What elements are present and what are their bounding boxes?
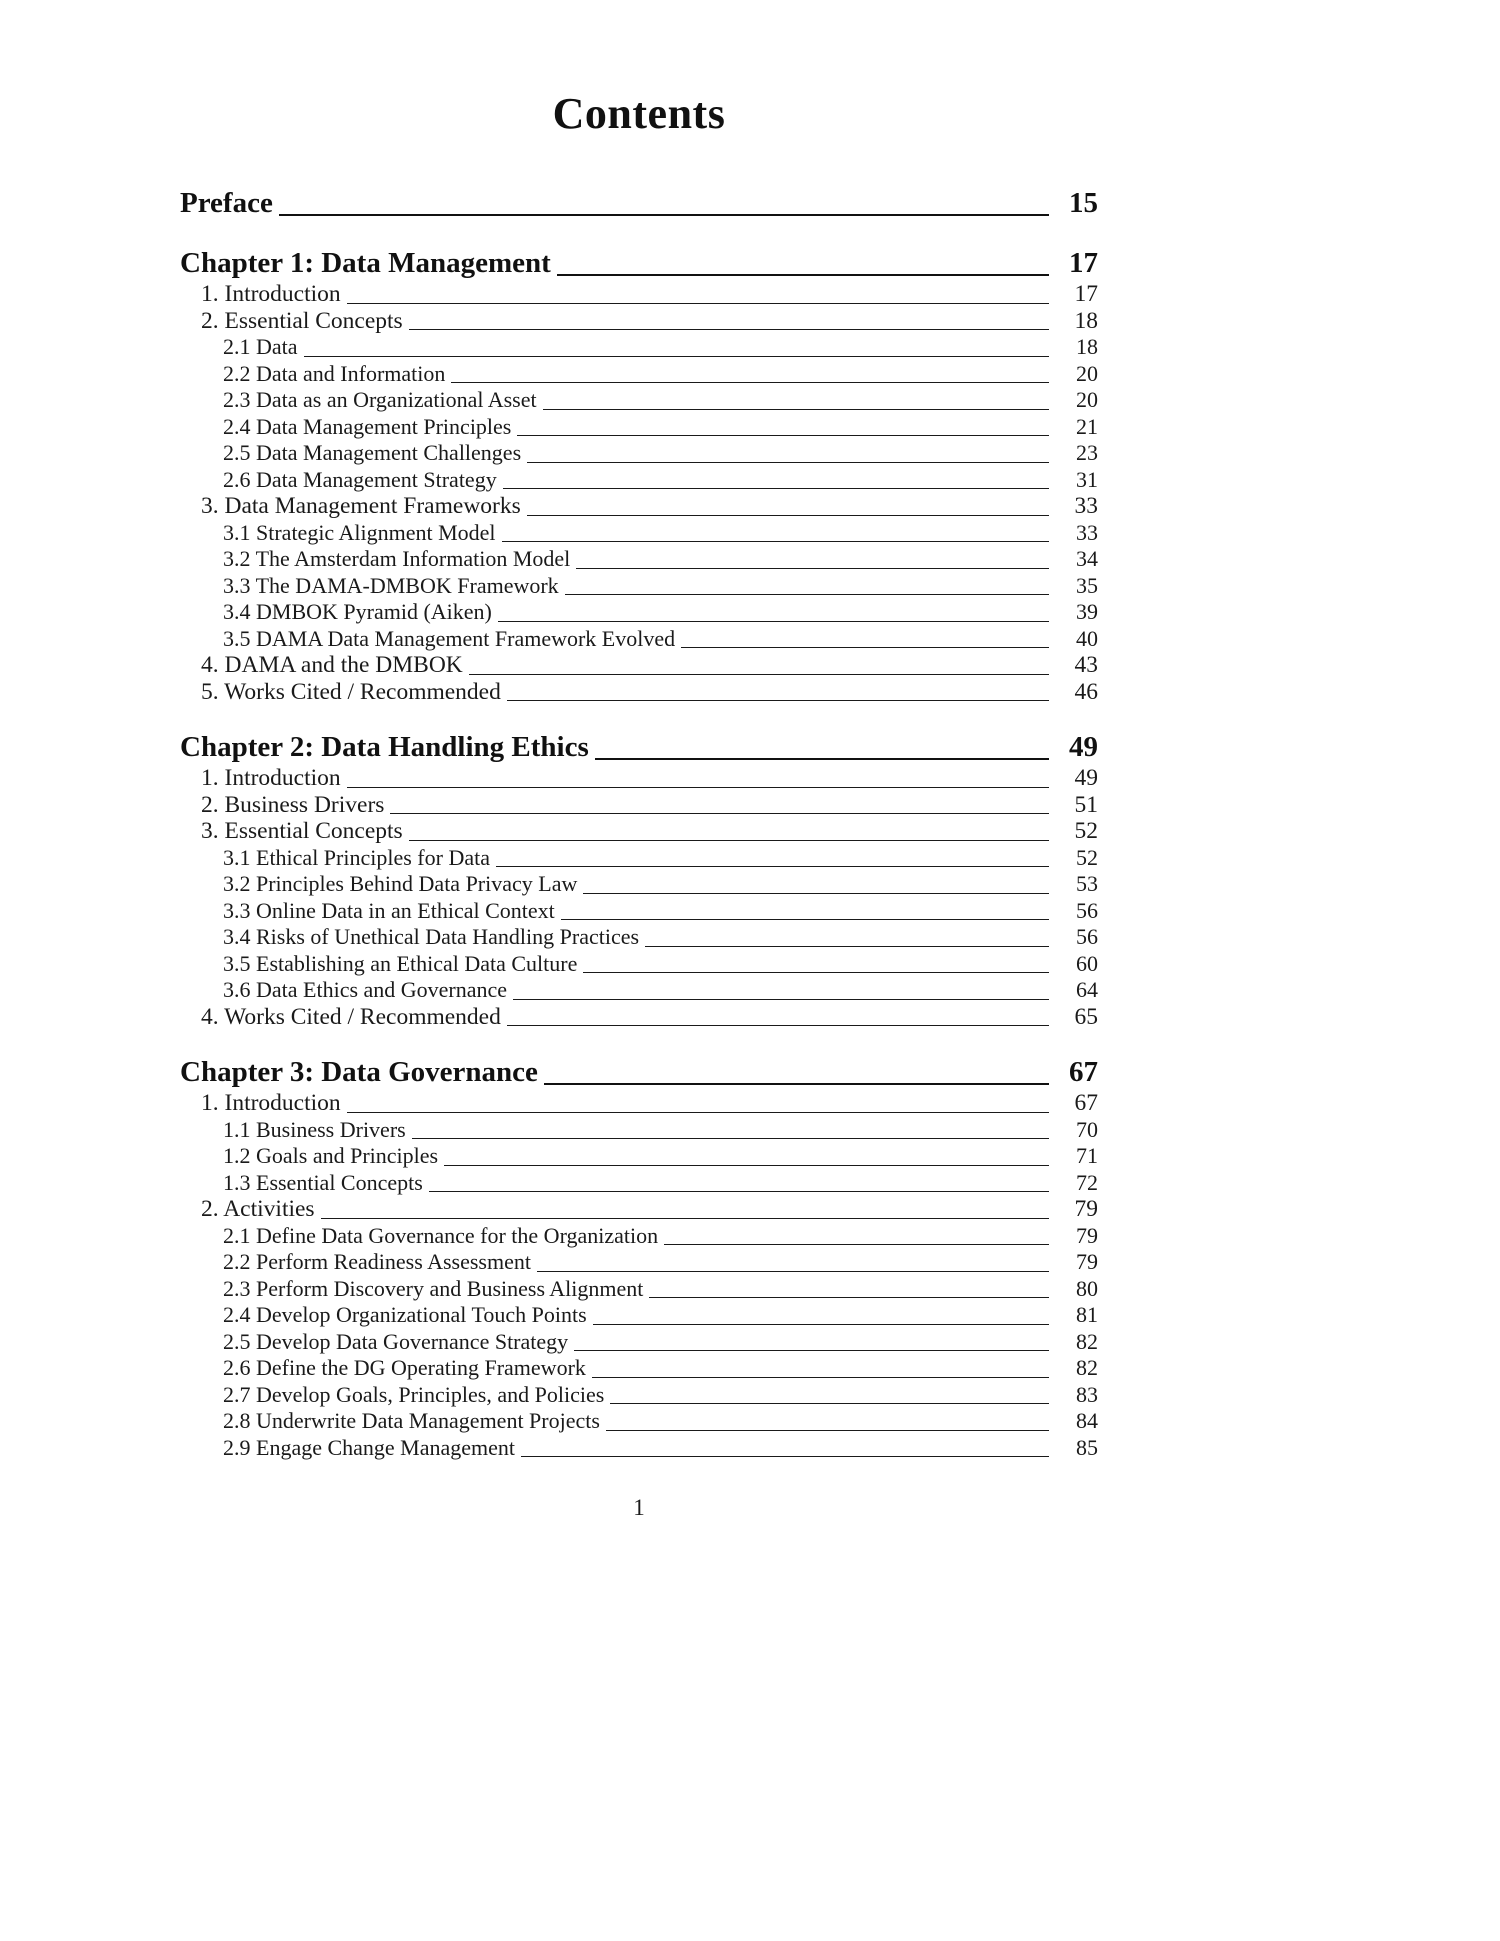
toc-leader-line bbox=[527, 462, 1049, 463]
toc-leader-line bbox=[347, 303, 1049, 304]
toc-entry-label: 1. Introduction bbox=[201, 1090, 341, 1116]
toc-entry bbox=[180, 898, 1098, 925]
toc-entry-page: 20 bbox=[1076, 387, 1098, 412]
toc-leader-line bbox=[412, 1138, 1049, 1139]
toc-entry-label: 3.2 Principles Behind Data Privacy Law bbox=[223, 871, 578, 896]
toc-entry bbox=[180, 599, 1098, 626]
toc-entry-label: 5. Works Cited / Recommended bbox=[201, 678, 501, 705]
toc-entry-label: 1. Introduction bbox=[201, 281, 341, 307]
toc-leader-line bbox=[444, 1165, 1049, 1166]
toc-leader-line bbox=[583, 893, 1049, 894]
toc-leader-line bbox=[544, 1083, 1049, 1085]
toc-entry-page: 31 bbox=[1076, 466, 1098, 492]
toc-entry bbox=[180, 1143, 1098, 1170]
toc-leader-line bbox=[521, 1456, 1049, 1457]
toc-entry-page: 18 bbox=[1074, 307, 1098, 334]
toc-leader-line bbox=[527, 515, 1049, 516]
toc-entry bbox=[180, 414, 1098, 441]
toc-entry bbox=[180, 440, 1098, 467]
toc-leader-line bbox=[537, 1271, 1049, 1272]
toc-leader-line bbox=[664, 1244, 1049, 1245]
toc-entry-page: 40 bbox=[1076, 625, 1098, 651]
toc-leader-line bbox=[610, 1403, 1049, 1404]
toc-entry-page: 20 bbox=[1076, 360, 1098, 386]
toc-entry bbox=[180, 765, 1098, 792]
toc-entry-label: 2.8 Underwrite Data Management Projects bbox=[223, 1408, 600, 1433]
toc-entry bbox=[180, 1435, 1098, 1462]
toc-entry-label: 3.1 Ethical Principles for Data bbox=[223, 844, 490, 870]
toc-entry-page: 85 bbox=[1076, 1434, 1098, 1460]
toc-entry-page: 49 bbox=[1074, 765, 1098, 791]
toc-entry bbox=[180, 845, 1098, 872]
toc-leader-line bbox=[304, 356, 1049, 357]
toc-entry-page: 80 bbox=[1076, 1275, 1098, 1301]
toc-section-heading bbox=[180, 1054, 1098, 1090]
toc-entry-label: Preface bbox=[180, 187, 273, 219]
toc-leader-line bbox=[645, 946, 1049, 947]
toc-entry-page: 33 bbox=[1074, 493, 1098, 519]
toc-entry-label: 2.2 Data and Information bbox=[223, 360, 446, 386]
toc-entry-page: 52 bbox=[1074, 818, 1098, 844]
toc-entry bbox=[180, 792, 1098, 819]
footer-page-number: 1 bbox=[633, 1495, 645, 1520]
toc-leader-line bbox=[593, 1324, 1049, 1325]
toc-entry-page: 79 bbox=[1076, 1222, 1098, 1248]
toc-section-heading bbox=[180, 185, 1098, 221]
toc-entry-label: Chapter 3: Data Governance bbox=[180, 1056, 538, 1088]
toc-entry bbox=[180, 679, 1098, 706]
toc-leader-line bbox=[513, 999, 1049, 1000]
toc-entry-label: 3. Essential Concepts bbox=[201, 818, 403, 844]
toc-entry-page: 34 bbox=[1076, 546, 1098, 571]
toc-entry-page: 72 bbox=[1076, 1169, 1098, 1195]
toc-entry bbox=[180, 951, 1098, 978]
toc-leader-line bbox=[507, 700, 1049, 701]
toc-leader-line bbox=[543, 409, 1049, 410]
toc-leader-line bbox=[595, 758, 1049, 760]
toc-leader-line bbox=[606, 1430, 1049, 1431]
toc-entry-page: 67 bbox=[1069, 1056, 1098, 1088]
toc-entry-label: 2.1 Define Data Governance for the Organization bbox=[223, 1222, 659, 1248]
toc-entry-page: 64 bbox=[1076, 977, 1098, 1002]
toc-entry-page: 35 bbox=[1076, 572, 1098, 598]
toc-entry-label: Chapter 1: Data Management bbox=[180, 247, 551, 279]
toc-leader-line bbox=[583, 972, 1049, 973]
toc-entry-page: 84 bbox=[1076, 1408, 1098, 1433]
toc-entry bbox=[180, 281, 1098, 308]
toc-entry-page: 46 bbox=[1074, 678, 1098, 705]
toc-entry bbox=[180, 1302, 1098, 1329]
toc-entry-page: 23 bbox=[1076, 440, 1098, 465]
toc-entry-label: 3.6 Data Ethics and Governance bbox=[223, 977, 508, 1002]
toc-leader-line bbox=[409, 840, 1049, 841]
toc-leader-line bbox=[498, 621, 1049, 622]
toc-entry-label: 3.1 Strategic Alignment Model bbox=[223, 519, 496, 545]
toc-entry bbox=[180, 520, 1098, 547]
toc-entry-label: 3. Data Management Frameworks bbox=[201, 493, 521, 519]
toc-entry bbox=[180, 1196, 1098, 1223]
toc-entry-page: 67 bbox=[1074, 1090, 1098, 1116]
toc-content bbox=[180, 88, 1098, 1521]
toc-entry-page: 81 bbox=[1076, 1302, 1098, 1327]
page-title: Contents bbox=[552, 89, 726, 138]
toc-entry-page: 15 bbox=[1069, 187, 1098, 219]
toc-entry-page: 79 bbox=[1074, 1196, 1098, 1222]
toc-entry-page: 18 bbox=[1076, 334, 1098, 359]
toc-entry bbox=[180, 308, 1098, 335]
toc-entry-label: 2.2 Perform Readiness Assessment bbox=[223, 1249, 531, 1274]
toc-leader-line bbox=[321, 1218, 1049, 1219]
toc-entry bbox=[180, 1170, 1098, 1197]
toc-entry-page: 70 bbox=[1076, 1116, 1098, 1142]
toc-entry bbox=[180, 387, 1098, 414]
toc-entry bbox=[180, 573, 1098, 600]
toc-entry-label: 1.3 Essential Concepts bbox=[223, 1169, 423, 1195]
toc-entry-label: 4. DAMA and the DMBOK bbox=[201, 652, 463, 678]
toc-entry bbox=[180, 977, 1098, 1004]
toc-entry-page: 71 bbox=[1076, 1143, 1098, 1168]
toc-leader-line bbox=[390, 813, 1049, 814]
toc-entry-page: 33 bbox=[1076, 519, 1098, 545]
toc-entry-label: 4. Works Cited / Recommended bbox=[201, 1003, 501, 1030]
toc-leader-line bbox=[517, 435, 1049, 436]
toc-entry bbox=[180, 1276, 1098, 1303]
toc-entry bbox=[180, 818, 1098, 845]
toc-entry bbox=[180, 871, 1098, 898]
toc-entry bbox=[180, 467, 1098, 494]
toc-entry bbox=[180, 924, 1098, 951]
toc-entry-page: 17 bbox=[1074, 281, 1098, 307]
toc-entry-label: 2.6 Data Management Strategy bbox=[223, 466, 497, 492]
toc-entry bbox=[180, 1408, 1098, 1435]
toc-entry-page: 82 bbox=[1076, 1328, 1098, 1354]
toc-entry bbox=[180, 334, 1098, 361]
toc-leader-line bbox=[649, 1297, 1049, 1298]
toc-leader-line bbox=[592, 1377, 1049, 1378]
toc-list bbox=[180, 185, 1098, 1461]
toc-entry-label: 2.6 Define the DG Operating Framework bbox=[223, 1355, 586, 1380]
toc-leader-line bbox=[451, 382, 1049, 383]
toc-leader-line bbox=[502, 541, 1049, 542]
toc-entry bbox=[180, 626, 1098, 653]
toc-entry-page: 53 bbox=[1076, 871, 1098, 896]
toc-entry-page: 82 bbox=[1076, 1355, 1098, 1380]
toc-section-heading bbox=[180, 729, 1098, 765]
toc-entry-page: 56 bbox=[1076, 897, 1098, 923]
toc-leader-line bbox=[279, 214, 1049, 216]
toc-entry-label: Chapter 2: Data Handling Ethics bbox=[180, 731, 589, 763]
toc-entry-label: 2. Essential Concepts bbox=[201, 307, 403, 334]
toc-entry-page: 49 bbox=[1069, 731, 1098, 763]
toc-entry-label: 3.2 The Amsterdam Information Model bbox=[223, 546, 571, 571]
toc-entry-page: 43 bbox=[1074, 652, 1098, 678]
toc-entry-label: 2.4 Develop Organizational Touch Points bbox=[223, 1302, 587, 1327]
toc-entry-page: 52 bbox=[1076, 844, 1098, 870]
toc-leader-line bbox=[576, 568, 1049, 569]
toc-entry-label: 3.5 Establishing an Ethical Data Culture bbox=[223, 950, 578, 976]
toc-entry-label: 2.3 Perform Discovery and Business Alignment bbox=[223, 1275, 644, 1301]
toc-leader-line bbox=[557, 274, 1049, 276]
toc-entry-label: 1. Introduction bbox=[201, 765, 341, 791]
toc-entry-page: 51 bbox=[1074, 791, 1098, 818]
toc-entry bbox=[180, 361, 1098, 388]
toc-entry-label: 3.3 The DAMA-DMBOK Framework bbox=[223, 572, 559, 598]
toc-entry bbox=[180, 1004, 1098, 1031]
toc-entry-label: 1.1 Business Drivers bbox=[223, 1116, 406, 1142]
toc-entry-page: 83 bbox=[1076, 1381, 1098, 1407]
toc-leader-line bbox=[681, 647, 1049, 648]
toc-entry bbox=[180, 1355, 1098, 1382]
toc-entry-label: 3.3 Online Data in an Ethical Context bbox=[223, 897, 555, 923]
toc-leader-line bbox=[574, 1350, 1049, 1351]
toc-entry bbox=[180, 1223, 1098, 1250]
toc-entry bbox=[180, 493, 1098, 520]
toc-entry-label: 3.5 DAMA Data Management Framework Evolved bbox=[223, 625, 676, 651]
toc-leader-line bbox=[507, 1025, 1049, 1026]
toc-section-heading bbox=[180, 245, 1098, 281]
toc-entry-page: 39 bbox=[1076, 599, 1098, 624]
toc-entry-label: 3.4 DMBOK Pyramid (Aiken) bbox=[223, 599, 492, 624]
toc-leader-line bbox=[469, 674, 1049, 675]
toc-entry bbox=[180, 1117, 1098, 1144]
toc-leader-line bbox=[347, 1112, 1049, 1113]
toc-entry-page: 65 bbox=[1074, 1003, 1098, 1030]
toc-entry-label: 3.4 Risks of Unethical Data Handling Practices bbox=[223, 924, 640, 949]
toc-entry-label: 2. Activities bbox=[201, 1196, 315, 1222]
toc-entry bbox=[180, 1329, 1098, 1356]
toc-entry-label: 2.7 Develop Goals, Principles, and Policies bbox=[223, 1381, 605, 1407]
toc-entry-page: 60 bbox=[1076, 950, 1098, 976]
toc-entry-label: 2.1 Data bbox=[223, 334, 298, 359]
toc-entry-label: 2.3 Data as an Organizational Asset bbox=[223, 387, 537, 412]
toc-entry-label: 2.4 Data Management Principles bbox=[223, 413, 512, 439]
toc-entry-label: 2.5 Develop Data Governance Strategy bbox=[223, 1328, 569, 1354]
toc-entry-page: 79 bbox=[1076, 1249, 1098, 1274]
toc-leader-line bbox=[565, 594, 1049, 595]
toc-entry-page: 17 bbox=[1069, 247, 1098, 279]
toc-entry-page: 56 bbox=[1076, 924, 1098, 949]
toc-entry bbox=[180, 546, 1098, 573]
toc-entry-label: 2.9 Engage Change Management bbox=[223, 1434, 516, 1460]
toc-leader-line bbox=[409, 329, 1049, 330]
toc-leader-line bbox=[347, 787, 1049, 788]
toc-leader-line bbox=[429, 1191, 1049, 1192]
toc-leader-line bbox=[496, 866, 1049, 867]
toc-entry-label: 2. Business Drivers bbox=[201, 791, 385, 818]
toc-entry-label: 1.2 Goals and Principles bbox=[223, 1143, 439, 1168]
toc-entry-label: 2.5 Data Management Challenges bbox=[223, 440, 522, 465]
toc-entry-page: 21 bbox=[1076, 413, 1098, 439]
toc-entry bbox=[180, 1382, 1098, 1409]
toc-entry bbox=[180, 652, 1098, 679]
toc-entry bbox=[180, 1090, 1098, 1117]
toc-leader-line bbox=[561, 919, 1049, 920]
toc-leader-line bbox=[503, 488, 1049, 489]
toc-entry bbox=[180, 1249, 1098, 1276]
